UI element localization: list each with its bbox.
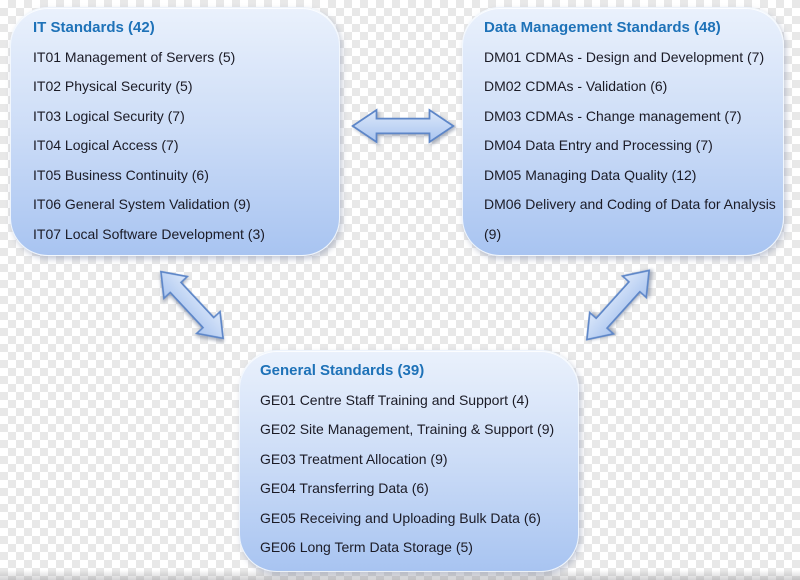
arrow-it-ge — [145, 257, 238, 353]
list-item: GE03 Treatment Allocation (9) — [260, 450, 448, 467]
double-arrow-icon — [571, 256, 665, 354]
list-item: IT01 Management of Servers (5) — [33, 48, 236, 65]
double-arrow-icon — [145, 257, 238, 353]
list-item: DM01 CDMAs - Design and Development (7) — [484, 48, 765, 65]
arrow-dm-ge — [571, 256, 665, 354]
list-item: DM06 Delivery and Coding of Data for Analysis (9) — [484, 196, 776, 242]
data-management-standards-box — [462, 7, 784, 256]
general-standards-title: General Standards (39) — [260, 362, 425, 379]
list-item: DM03 CDMAs - Change management (7) — [484, 107, 742, 124]
list-item: IT02 Physical Security (5) — [33, 78, 193, 94]
list-item: IT04 Logical Access (7) — [33, 137, 179, 153]
list-item: IT07 Local Software Development (3) — [33, 225, 265, 242]
it-standards-title: IT Standards (42) — [33, 19, 155, 36]
it-standards-box — [10, 7, 340, 256]
list-item: GE05 Receiving and Uploading Bulk Data (6) — [260, 509, 541, 526]
list-item: GE06 Long Term Data Storage (5) — [260, 539, 473, 555]
list-item: GE02 Site Management, Training & Support (9) — [260, 421, 555, 437]
list-item: IT06 General System Validation (9) — [33, 196, 251, 212]
double-arrow-icon — [350, 107, 456, 145]
data-management-standards-title: Data Management Standards (48) — [484, 19, 721, 36]
list-item: GE04 Transferring Data (6) — [260, 480, 429, 496]
list-item: DM04 Data Entry and Processing (7) — [484, 137, 713, 153]
general-standards-box — [239, 350, 579, 572]
list-item: GE01 Centre Staff Training and Support (4) — [260, 391, 530, 408]
list-item: IT03 Logical Security (7) — [33, 107, 185, 124]
arrow-it-dm — [350, 107, 456, 145]
list-item: DM02 CDMAs - Validation (6) — [484, 78, 668, 94]
list-item: IT05 Business Continuity (6) — [33, 166, 209, 183]
list-item: DM05 Managing Data Quality (12) — [484, 166, 697, 183]
